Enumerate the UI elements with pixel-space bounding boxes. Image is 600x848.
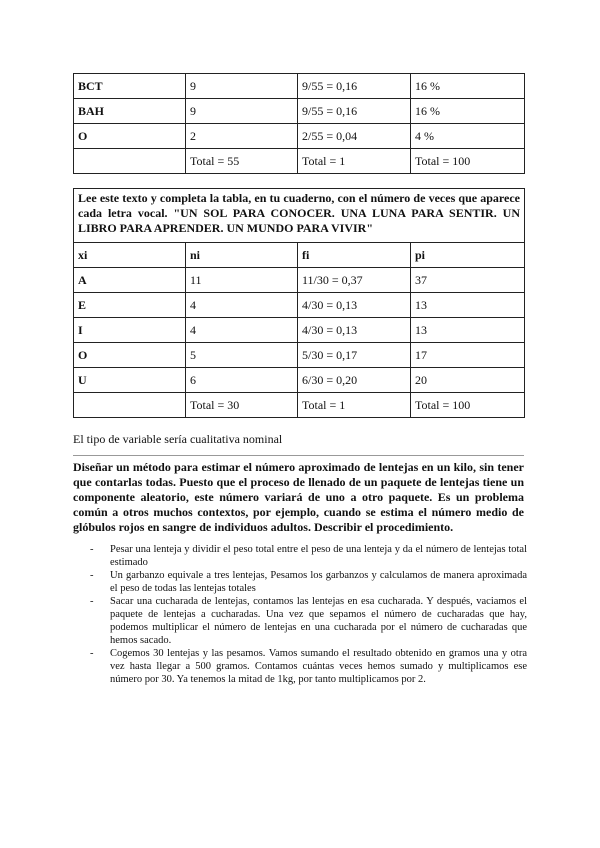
table-row — [74, 74, 525, 99]
table-row — [74, 268, 525, 293]
table-cell: Total = 1 — [298, 149, 411, 174]
table-cell: 5/30 = 0,17 — [298, 343, 411, 368]
table-row — [74, 343, 525, 368]
answer-text: Un garbanzo equivale a tres lentejas, Pesamos los garbanzos y calculamos de manera aproximada el peso de todas las lentejas totales — [110, 570, 527, 594]
table-cell: Total = 100 — [411, 393, 525, 418]
table-cell: O — [74, 124, 186, 149]
variable-type-note: El tipo de variable sería cualitativa nominal — [73, 432, 283, 446]
column-header-xi: xi — [74, 243, 186, 268]
table-cell: 16 % — [411, 99, 525, 124]
table-row — [74, 99, 525, 124]
answer-text: Cogemos 30 lentejas y las pesamos. Vamos sumando el resultado obtenido en gramos una y otra vez hasta llegar a 500 gramos. Contamos cuántas veces hemos sumado y multiplicamos ese número por 30. Ya tenemos la mitad de 1kg, por tanto multiplicamos por 2. — [110, 648, 527, 685]
table-cell: 11/30 = 0,37 — [298, 268, 411, 293]
list-item — [90, 569, 527, 595]
vowel-frequency-table — [73, 188, 525, 418]
table-cell: 4/30 = 0,13 — [298, 293, 411, 318]
table-cell: 13 — [411, 293, 525, 318]
column-header-fi: fi — [298, 243, 411, 268]
table-cell: A — [74, 268, 186, 293]
exercise-prompt: Lee este texto y completa la tabla, en tu cuaderno, con el número de veces que aparece cada letra vocal. "UN SOL PARA CONOCER. UNA LUNA PARA SENTIR. UN LIBRO PARA APRENDER. UN MUNDO PARA VIVIR" — [74, 189, 525, 243]
table-cell: Total = 55 — [186, 149, 298, 174]
table-cell: 16 % — [411, 74, 525, 99]
table-cell: 6/30 = 0,20 — [298, 368, 411, 393]
table-cell: 9 — [186, 74, 298, 99]
table-cell: I — [74, 318, 186, 343]
table-row — [74, 124, 525, 149]
table-cell: 4 — [186, 293, 298, 318]
task-statement: Diseñar un método para estimar el número aproximado de lentejas en un kilo, sin tener que contarlas todas. Puesto que el proceso de llenado de un paquete de lentejas tiene un componente aleatorio, este número variará de uno a otro paquete. Es un problema común a otros muchos contextos, por ejemplo, cuando se estima el número medio de glóbulos rojos en sangre de individuos adultos. Describir el procedimiento. — [73, 460, 524, 534]
column-header-ni: ni — [186, 243, 298, 268]
table-cell — [74, 393, 186, 418]
table-cell: BAH — [74, 99, 186, 124]
table-cell: Total = 30 — [186, 393, 298, 418]
list-item — [90, 543, 527, 569]
table-cell: Total = 100 — [411, 149, 525, 174]
table-cell: 20 — [411, 368, 525, 393]
frequency-table-1 — [73, 73, 525, 174]
table-cell: E — [74, 293, 186, 318]
table-row — [74, 293, 525, 318]
table-cell: 37 — [411, 268, 525, 293]
answer-text: Sacar una cucharada de lentejas, contamos las lentejas en esa cucharada. Y después, vaciamos el paquete de lentejas a cucharadas. Una vez que sepamos el número de cucharadas que hay, podemos multiplicar el número de lentejas en una cucharada por el número de cucharadas que hemos sacado. — [110, 596, 527, 646]
table-cell: O — [74, 343, 186, 368]
table-row — [74, 368, 525, 393]
dash-bullet: - — [90, 648, 94, 659]
dash-bullet: - — [90, 596, 94, 607]
table-cell: 9 — [186, 99, 298, 124]
table-cell: 9/55 = 0,16 — [298, 74, 411, 99]
table-cell: 17 — [411, 343, 525, 368]
answer-text: Pesar una lenteja y dividir el peso total entre el peso de una lenteja y da el número de lentejas total estimado — [110, 544, 527, 568]
table-cell: 11 — [186, 268, 298, 293]
table-cell: U — [74, 368, 186, 393]
table-cell: BCT — [74, 74, 186, 99]
table-header-row — [74, 243, 525, 268]
dash-bullet: - — [90, 570, 94, 581]
list-item — [90, 647, 527, 686]
dash-bullet: - — [90, 544, 94, 555]
table-row — [74, 318, 525, 343]
table-cell: 2/55 = 0,04 — [298, 124, 411, 149]
list-item — [90, 595, 527, 647]
table-cell: 13 — [411, 318, 525, 343]
table-cell: Total = 1 — [298, 393, 411, 418]
table-row-total — [74, 393, 525, 418]
table-row-total — [74, 149, 525, 174]
section-divider — [73, 455, 524, 456]
table-cell: 9/55 = 0,16 — [298, 99, 411, 124]
table-cell: 5 — [186, 343, 298, 368]
table-cell: 4 % — [411, 124, 525, 149]
table-prompt-row — [74, 189, 525, 243]
table-cell: 6 — [186, 368, 298, 393]
table-cell: 4 — [186, 318, 298, 343]
table-cell: 2 — [186, 124, 298, 149]
table-cell: 4/30 = 0,13 — [298, 318, 411, 343]
answer-list — [90, 543, 527, 686]
table-cell — [74, 149, 186, 174]
column-header-pi: pi — [411, 243, 525, 268]
